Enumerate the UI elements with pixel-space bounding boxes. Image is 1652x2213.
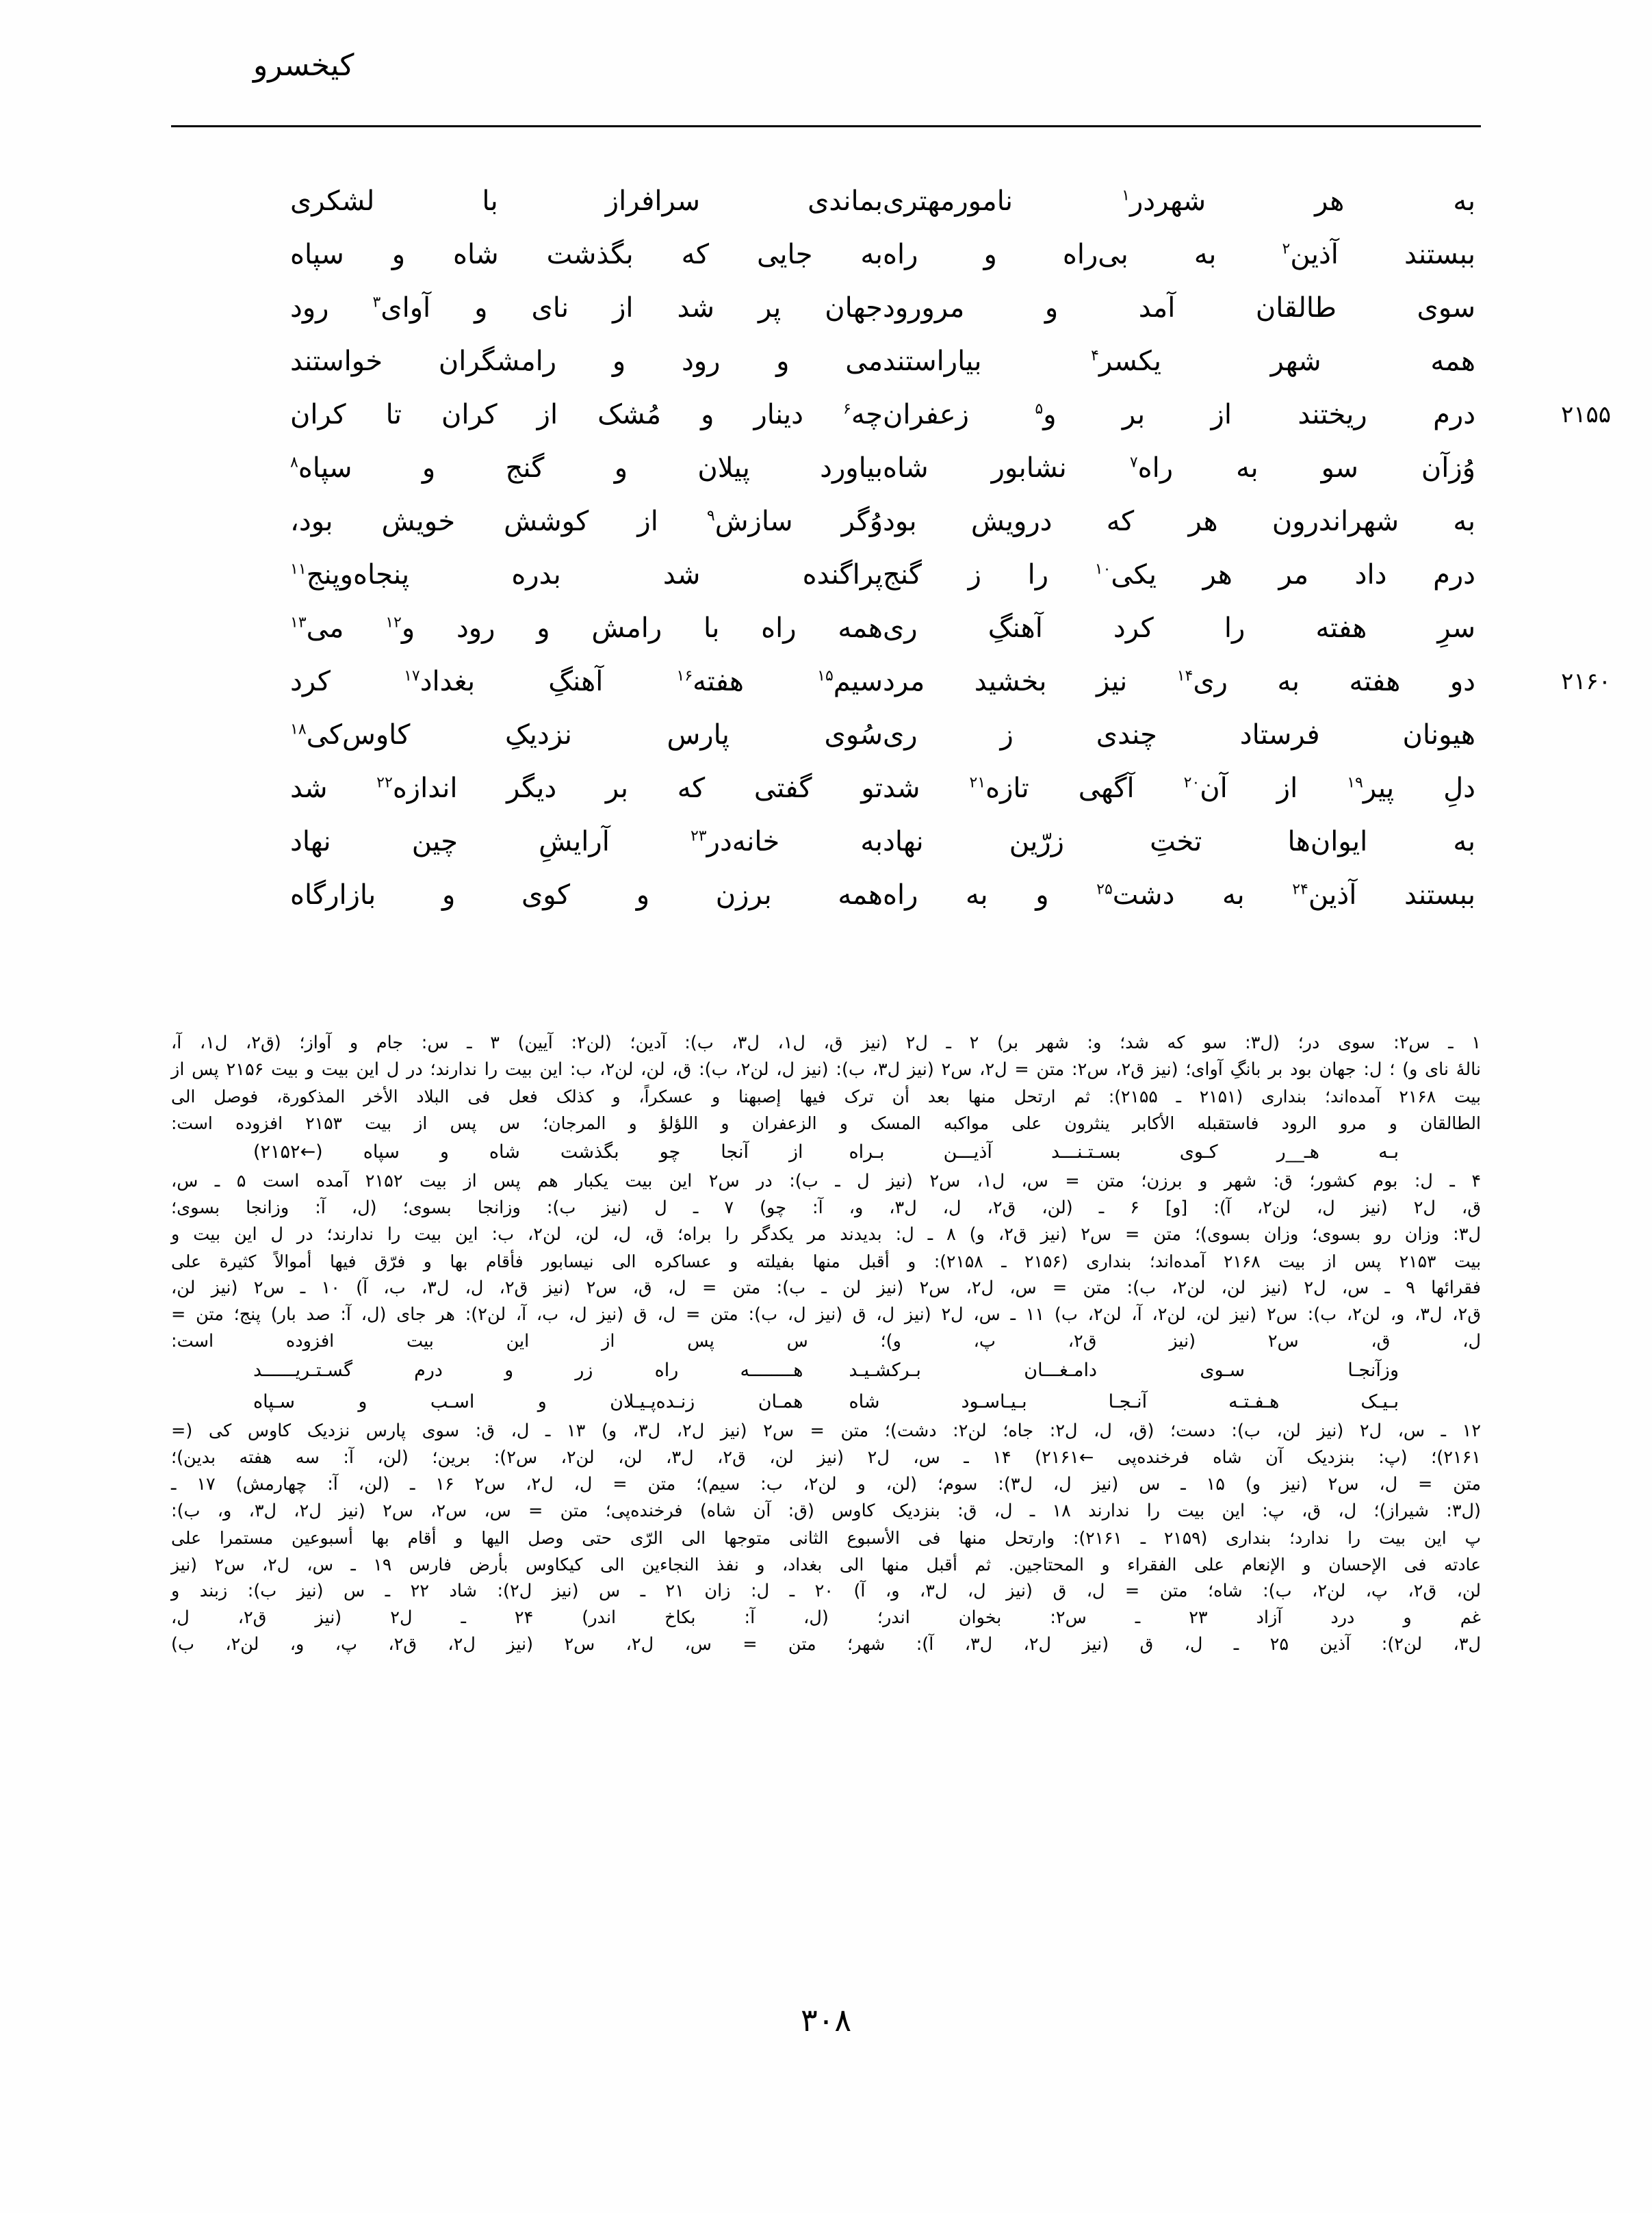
apparatus-line: غم و درد آزاد ۲۳ ـ س۲: بخوان اندر؛ (ل، آ: بکاخ اندر) ۲۴ ـ ل۲ (نیز ق۲، ل، — [171, 1607, 1481, 1628]
apparatus-line: بیت ۲۱۶۸ آمده‌اند؛ بنداری (۲۱۵۱ ـ ۲۱۵۵): ثم ارتحل منها بعد أن ترک فیها إصبهنا و عسکراً، و کذلک فعل فی البلاد الأخر المذکورة، فوصل الی — [171, 1087, 1481, 1106]
hemistich-left: تو گفتی که بر دیگر اندازه$^{۲۲}$ شد — [290, 773, 883, 804]
inset-hemistich-right: بـیـک هـفـتـه آنـجـا بـیـاسـود شاه — [849, 1391, 1399, 1412]
apparatus-line: لن، ق۲، پ، لن۲، ب): شاه؛ متن = ل، ق (نیز ل، ل۳، و، آ) ۲۰ ـ ل: زان ۲۱ ـ س (نیز ل۲): شاد ۲۲ ـ س (نیز ب): زبند و — [171, 1581, 1482, 1601]
inset-hemistich-left: هــــــــه راه زر و درم گسـتـریــــــد — [253, 1360, 803, 1381]
running-head — [171, 48, 1481, 83]
verse-couplet — [287, 388, 1611, 441]
verse-couplet — [287, 174, 1481, 228]
hemistich-left: به جایی که بگذشت شاه و سپاه — [290, 239, 883, 270]
verse-couplet — [287, 441, 1481, 495]
hemistich-left: جهان پر شد از نای و آوای$^۳$ رود — [290, 292, 883, 324]
hemistich-left: وُگر سازش$^۹$ از کوشش خویش بود، — [290, 506, 883, 537]
hemistich-left: چه$^۶$ دینار و مُشک از کران تا کران — [290, 399, 883, 430]
verse-couplet — [287, 708, 1481, 762]
apparatus-line: (ل۳: شیراز)؛ ل، ق، پ: این بیت را ندارند ۱۸ ـ ل، ق: بنزدیک کاوس (ق: آن شاه) فرخنده‌پی؛ متن = س، س۲، س۲ (نیز ل۲، ل۳، و، ب): — [171, 1501, 1481, 1521]
inset-couplet-2 — [171, 1355, 1481, 1386]
hemistich-right: همه شهر یکسر$^۴$ بیاراستند — [883, 346, 1476, 377]
hemistich-left: بیاورد پیلان و گنج و سپاه$^۸$ — [290, 452, 883, 484]
folio-number: ۳۰۸ — [800, 2002, 852, 2039]
hemistich-right: وُزآن سو به راه$^۷$ نشابور شاه — [883, 452, 1475, 484]
hemistich-left: همه راه با رامش و رود و$^{۱۲}$ می$^{۱۳}$ — [290, 612, 883, 644]
verse-number: ۲۱۶۰ — [1560, 668, 1611, 695]
hemistich-left: بماندی سرافراز با لشکری — [290, 185, 883, 217]
hemistich-right: دو هفته به ری$^{۱۴}$ نیز بخشید مرد — [883, 666, 1475, 697]
hemistich-right: هیونان فرستاد چندی ز ری — [883, 719, 1475, 751]
apparatus-line: فقرائها ۹ ـ س، ل۲ (نیز لن، لن۲، ب): متن = س، ل۲، س۲ (نیز لن ـ ب): متن = ل، ق، س۲ (نیز ق۲، ل، ل۳، ب، آ) ۱۰ ـ س۲ (نیز لن، — [171, 1278, 1481, 1298]
hemistich-left: می و رود و رامشگران خواستند — [290, 346, 883, 377]
hemistich-right: سرِ هفته را کرد آهنگِ ری — [883, 612, 1475, 644]
verse-couplet — [287, 335, 1481, 388]
header-rule — [171, 125, 1481, 127]
hemistich-right: به ایوان‌ها تختِ زرّین نهاد — [883, 826, 1475, 857]
verse-couplet — [287, 495, 1481, 548]
running-head-title: کیخسرو — [253, 48, 354, 83]
apparatus-line: ق۲، ل۳، و، لن۲، ب): س۲ (نیز لن، لن۲، آ، لن۲، ب) ۱۱ ـ س، ل۲ (نیز ل، ق (نیز ل، ب): متن = ل، ق (نیز ل، ب، آ، لن۲): هر جای (ل، آ: صد بار) پنج؛ متن = — [171, 1304, 1481, 1325]
hemistich-right: درم داد مر هر یکی$^{۱۰}$ را ز گنج — [883, 559, 1475, 591]
verse-couplet — [287, 868, 1481, 922]
verse-number: ۲۱۵۵ — [1560, 401, 1611, 428]
apparatus-line: نالهٔ نای و) ؛ ل: جهان بود بر بانگِ آوای؛ (نیز ق۲، س۲: متن = ل۲، س۲ (نیز ل۳، ب): (نیز ل، لن۲، ب): ق، لن، لن۲، ب: این بیت را ندارند؛ در ل این بیت و بیت ۲۱۵۶ پس از — [171, 1059, 1482, 1080]
apparatus-line: الطالقان و مرو الرود فاستقبله الأکابر ینثرون علی مواکبه المسک و الزعفران و اللؤلؤ و المرجان؛ س پس از بیت ۲۱۵۳ افزوده است: — [171, 1113, 1481, 1133]
apparatus-line: ۱۲ ـ س، ل۲ (نیز لن، ب): دست؛ (ق، ل، ل۲: جاه؛ لن۲: دشت)؛ متن = س۲ (نیز ل۲، ل۳، و) ۱۳ ـ ل، ق: سوی پارس نزدیک کاوس کی (= — [171, 1421, 1481, 1441]
apparatus-line: ۲۱۶۱)؛ (پ: بنزدیک آن شاه فرخنده‌پی ←۲۱۶۱) ۱۴ ـ س، ل۲ (نیز لن، ق۲، ل۳، لن، لن۲، س۲): برین؛ (لن، آ: سه هفته بدین)؛ — [171, 1447, 1481, 1468]
verse-couplet — [287, 548, 1481, 601]
inset-hemistich-right: وزآنجـا سـوی دامـغـــان بـرکشـیـد — [849, 1360, 1399, 1381]
hemistich-right: به شهراندرون هر که درویش بود — [883, 506, 1475, 537]
verse-couplet — [287, 762, 1481, 815]
apparatus-line: ل۳: وزان رو بسوی؛ وزان بسوی)؛ متن = س۲ (نیز ق۲، و) ۸ ـ ل: بدیدند مر یکدگر را براه؛ ق، ل، لن، لن۲، ب: این بیت را ندارند؛ در ل این بیت و — [171, 1224, 1481, 1245]
apparatus-line: عادته فی الإحسان و الإنعام علی الفقراء و المحتاجین. ثم أقبل منها الی بغداد، و نفذ النجاءین الی کیکاوس بأرض فارس ۱۹ ـ س، ل۲، س۲ (نیز — [171, 1555, 1481, 1575]
apparatus-line: ق، ل۲ (نیز ل، لن۲، آ): [و] ۶ ـ (لن، ق۲، ل، ل۳، و، آ: چو) ۷ ـ ل (نیز ب): وزانجا بسوی؛ (ل، آ: وزانجا بسوی؛ — [171, 1198, 1481, 1218]
hemistich-left: سیم$^{۱۵}$ هفته$^{۱۶}$ آهنگِ بغداد$^{۱۷}$ کرد — [290, 666, 883, 697]
apparatus-line: بیت ۲۱۵۳ پس از بیت ۲۱۶۸ آمده‌اند؛ بنداری (۲۱۵۶ ـ ۲۱۵۸): و أقبل منها بفیلته و عساکره الی نیسابور فأقام بها و فرّق فیها أموالاً کثیرة علی — [171, 1252, 1482, 1271]
verse-couplet — [287, 281, 1481, 335]
hemistich-right: ببستند آذین$^{۲۴}$ به دشت$^{۲۵}$ و به راه — [883, 879, 1475, 911]
apparatus-line: ۱ ـ س۲: سوی در؛ (ل۳: سو که شد؛ و: شهر بر) ۲ ـ ل۲ (نیز ق، ل۱، ل۳، ب): آدین؛ (لن۲: آیین) ۳ ـ س: جام و آواز؛ (ق۲، ل۱، آ، — [171, 1033, 1481, 1053]
hemistich-right: دلِ پیر$^{۱۹}$ از آن$^{۲۰}$ آگهی تازه$^{۲۱}$ شد — [883, 773, 1475, 804]
verse-block — [287, 174, 1611, 922]
inset-hemistich-left: از آنجا چو بگذشت شاه و سپاه (←۲۱۵۲) — [253, 1141, 803, 1163]
verse-couplet — [287, 655, 1611, 708]
apparatus-line: ل، ق، س۲ (نیز ق۲، پ، و)؛ س پس از این بیت افزوده است: — [171, 1331, 1481, 1351]
verse-couplet — [287, 228, 1481, 281]
hemistich-left: به خانه‌در$^{۲۳}$ آرایشِ چین نهاد — [290, 826, 883, 857]
hemistich-right: ببستند آذین$^۲$ به بی‌راه و راه — [883, 239, 1476, 270]
hemistich-left: همه برزن و کوی و بازارگاه — [290, 879, 883, 911]
verse-couplet — [287, 601, 1481, 655]
inset-couplet-1 — [171, 1137, 1481, 1168]
hemistich-left: سُوی پارس نزدیکِ کاوس‌کی$^{۱۸}$ — [290, 719, 883, 751]
apparatus-line: ل۳، لن۲): آذین ۲۵ ـ ل، ق (نیز ل۲، ل۳، آ): شهر؛ متن = س، ل۲، س۲ (نیز ل۲، ق۲، پ، و، لن۲، ب) — [171, 1634, 1481, 1655]
inset-hemistich-right: بـه هـ__ر کـوی بسـتـنـــد آذیـــن بـراه — [849, 1141, 1399, 1163]
hemistich-right: به هر شهردر$^۱$ نامورمهتری — [883, 185, 1475, 217]
apparatus-line: ۴ ـ ل: بوم کشور؛ ق: شهر و برزن؛ متن = س، ل۱، س۲ (نیز ل ـ ب): در س۲ این بیت یکبار هم پس از بیت ۲۱۵۲ آمده است ۵ ـ س، — [171, 1171, 1482, 1191]
hemistich-right: سوی طالقان آمد و مرورود — [883, 292, 1475, 324]
hemistich-left: پراگنده شد بدره پنجاه‌وپنج$^{۱۱}$ — [290, 559, 883, 591]
inset-hemistich-left: همـان زنـده‌پـیـلان و اسـب و سـپاه — [253, 1391, 803, 1412]
critical-apparatus — [171, 1030, 1481, 1658]
apparatus-line: پ این بیت را ندارد؛ بنداری (۲۱۵۹ ـ ۲۱۶۱): وارتحل منها فی الأسبوع الثانی متوجها الی الرّی حتی وصل الیها و أقام بها أسبوعین مستمرا علی — [171, 1528, 1482, 1548]
hemistich-right: درم ریختند از بر و$^۵$ زعفران — [883, 399, 1475, 430]
apparatus-line: متن = ل، س۲ (نیز و) ۱۵ ـ س (نیز ل، ل۳): سوم؛ (لن، و لن۲، ب: سیم)؛ متن = ل، ل۲، س۲ ۱۶ ـ (لن، آ: چهارمش) ۱۷ ـ — [171, 1474, 1481, 1494]
inset-couplet-3 — [171, 1386, 1481, 1418]
verse-couplet — [287, 815, 1481, 868]
